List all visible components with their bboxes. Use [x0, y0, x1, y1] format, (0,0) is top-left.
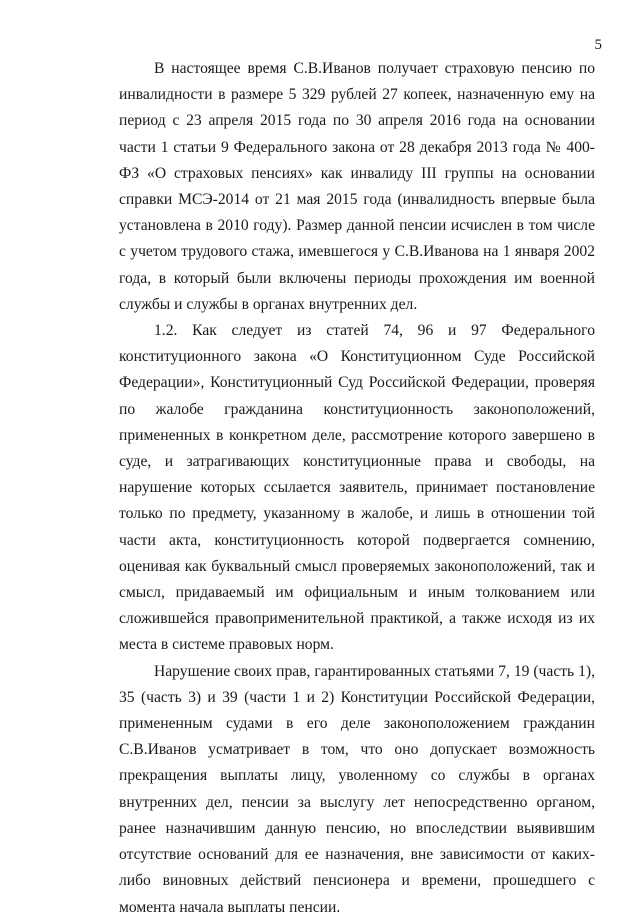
- paragraph-court-scope: 1.2. Как следует из статей 74, 96 и 97 Федерального конституционного закона «О Конституционном Суде Российской Федерации», Конституционный Суд Российской Федерации, проверяя по жалобе гражданина конституционность законоположений, примененных в конкретном деле, рассмотрение которого завершено в суде, и затрагивающих конституционные права и свободы, на нарушение которых ссылается заявитель, принимает постановление только по предмету, указанному в жалобе, и лишь в отношении той части акта, конституционность которой подвергается сомнению, оценивая как буквальный смысл проверяемых законоположений, так и смысл, придаваемый им официальным и иным толкованием или сложившейся правоприменительной практикой, а также исходя из их места в системе правовых норм.: [119, 322, 595, 654]
- paragraph-pension-status: В настоящее время С.В.Иванов получает страховую пенсию по инвалидности в размере 5 329 рублей 27 копеек, назначенную ему на период с 23 апреля 2015 года по 30 апреля 2016 года на основании части 1 статьи 9 Федерального закона от 28 декабря 2013 года № 400-ФЗ «О страховых пенсиях» как инвалиду III группы на основании справки МСЭ-2014 от 21 мая 2015 года (инвалидность впервые была установлена в 2010 году). Размер данной пенсии исчислен в том числе с учетом трудового стажа, имевшегося у С.В.Иванова на 1 января 2002 года, в который были включены периоды прохождения им военной службы и службы в органах внутренних дел.: [119, 60, 595, 313]
- page-number: 5: [594, 37, 602, 53]
- paragraph-rights-violation: Нарушение своих прав, гарантированных статьями 7, 19 (часть 1), 35 (часть 3) и 39 (части 1 и 2) Конституции Российской Федерации, примененным судами в его деле законоположением гражданин С.В.Иванов усматривает в том, что оно допускает возможность прекращения выплаты лицу, уволенному со службы в органах внутренних дел, пенсии за выслугу лет непосредственно органом, ранее назначившим данную пенсию, но впоследствии выявившим отсутствие оснований для ее назначения, вне зависимости от каких-либо виновных действий пенсионера и времени, прошедшего с момента начала выплаты пенсии.: [119, 662, 595, 916]
- document-body: [119, 56, 595, 921]
